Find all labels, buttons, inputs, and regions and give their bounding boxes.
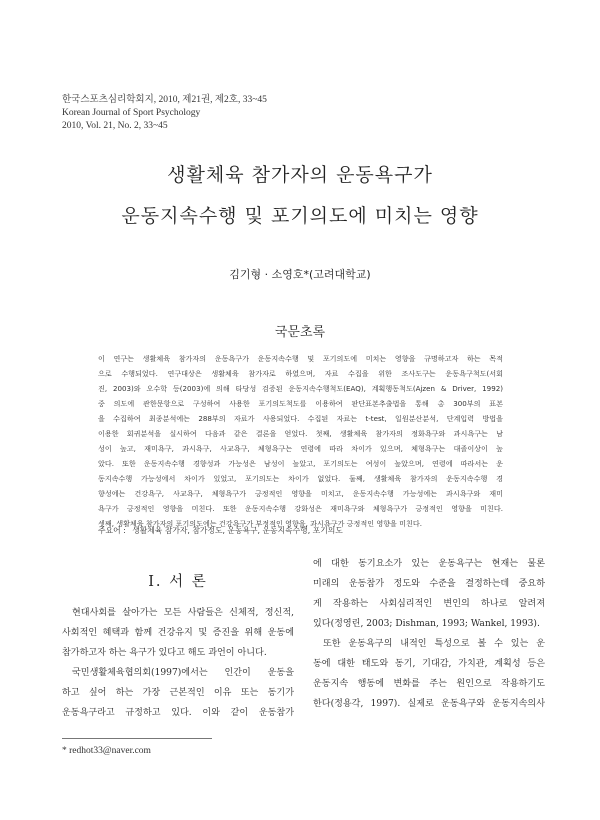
body-line: 하고 싶어 하는 가장 근본적인 이유 또는 동기가 [62, 688, 294, 698]
body-column-left [62, 603, 294, 723]
footnote-email: * redhot33@naver.com [62, 746, 151, 756]
abstract-line: 을 수집하여 최종분석에는 288부의 자료가 사용되었다. 수집된 자료는 t-test, 일원분산분석, 단계입력 방법을 [98, 414, 503, 423]
author-line: 김기형 · 소영호*(고려대학교) [229, 268, 371, 281]
footnote-divider [62, 738, 212, 739]
keywords-terms: 생활체육 참가자, 참가정도, 운동욕구, 운동지속수행, 포기의도 [132, 526, 343, 535]
body-line: 미래의 운동참가 정도와 수준을 결정하는데 중요하 [313, 579, 545, 589]
journal-citation-english: Korean Journal of Sport Psychology [62, 108, 201, 118]
paper-title-line-1: 생활체육 참가자의 운동욕구가 [167, 164, 433, 186]
body-line: 사회적인 혜택과 함께 건강유지 및 증진을 위해 운동에 [62, 628, 294, 638]
journal-volume: 2010, Vol. 21, No. 2, 33~45 [62, 121, 168, 131]
abstract-line: 셋째, 생활체육 참가자의 포기의도에는 건강욕구가 부정적인 영향을, 과시욕구가 긍정적인 영향을 미친다. [98, 519, 422, 528]
abstract-line: 욕구가 긍정적인 영향을 미친다. 또한 운동지속수행 강화성은 재미욕구와 체형욕구가 긍정적인 영향을 미친다. [98, 504, 503, 513]
journal-citation [62, 94, 267, 133]
body-line: 한다(정용각, 1997). 실제로 운동욕구와 운동지속의사 [313, 699, 545, 709]
keywords [98, 525, 347, 536]
abstract-line: 진, 2003)와 오수학 등(2003)에 의해 타당성 검증된 운동지속수행척도(EAQ), 계획행동척도(Ajzen & Driver, 1992) [98, 384, 503, 393]
body-line: 또한 운동욕구의 내적인 특성으로 볼 수 있는 운 [323, 639, 545, 649]
abstract-line: 성이 높고, 재미욕구, 과시욕구, 사교욕구, 체형욕구는 연령에 따라 차이가 있으며, 체형욕구는 대졸이상이 높 [98, 444, 503, 453]
body-line: 운동지속 행동에 변화를 주는 원인으로 작용하기도 [313, 679, 545, 689]
body-column-right [313, 554, 545, 714]
body-line: 에 대한 동기요소가 있는 운동욕구는 현재는 물론 [313, 559, 545, 569]
body-line: 동에 대한 태도와 동기, 기대감, 가치관, 계획성 등은 [313, 659, 545, 669]
abstract-body [98, 351, 503, 531]
body-line: 운동욕구라고 규정하고 있다. 이와 같이 운동참가 [62, 708, 294, 718]
body-line: 현대사회를 살아가는 모든 사람들은 신체적, 정신적, [72, 608, 294, 618]
abstract-line: 중 의도에 관한문항으로 구성하여 사용한 포기의도척도를 이용하여 판단표본추출법을 통해 총 300부의 표본 [98, 399, 503, 408]
abstract-line: 향성에는 건강욕구, 사교욕구, 체형욕구가 긍정적인 영향을 미치고, 운동지속수행 가능성에는 과시욕구와 재미 [98, 489, 503, 498]
body-line: 게 작용하는 사회심리적인 변인의 하나로 알려져 [313, 599, 545, 609]
section-heading-introduction: Ⅰ. 서 론 [148, 574, 208, 590]
journal-citation-korean: 한국스포츠심리학회지, 2010, 제21권, 제2호, 33~45 [62, 95, 267, 105]
abstract-line: 동지속수행 가능성에서 차이가 있었고, 포기의도는 차이가 없었다. 둘째, 생활체육 참가자의 운동지속수행 경 [98, 474, 503, 483]
keywords-label: 주요어 : [98, 526, 126, 535]
abstract-line: 으로 수행되었다. 연구대상은 생활체육 참가자로 하였으며, 자료 수집을 위한 조사도구는 운동욕구척도(서회 [98, 369, 503, 378]
body-line: 국민생활체육협의회(1997)에서는 인간이 운동을 [72, 668, 294, 678]
body-line: 참가하고자 하는 욕구가 있다고 해도 과언이 아니다. [62, 648, 267, 658]
abstract-heading: 국문초록 [274, 325, 326, 340]
abstract-line: 이용한 회귀분석을 실시하여 다음과 같은 결론을 얻었다. 첫째, 생활체육 참가자의 정화욕구와 과시욕구는 남 [98, 429, 503, 438]
abstract-line: 이 연구는 생활체육 참가자의 운동욕구가 운동지속수행 및 포기의도에 미치는 영향을 규명하고자 하는 목적 [98, 354, 503, 363]
body-line: 있다(정영린, 2003; Dishman, 1993; Wankel, 1993). [313, 619, 540, 629]
abstract-line: 았다. 또한 운동지속수행 경향성과 가능성은 남성이 높았고, 포기의도는 여성이 높았으며, 연령에 따라서는 운 [98, 459, 503, 468]
paper-title-line-2: 운동지속수행 및 포기의도에 미치는 영향 [121, 205, 479, 227]
